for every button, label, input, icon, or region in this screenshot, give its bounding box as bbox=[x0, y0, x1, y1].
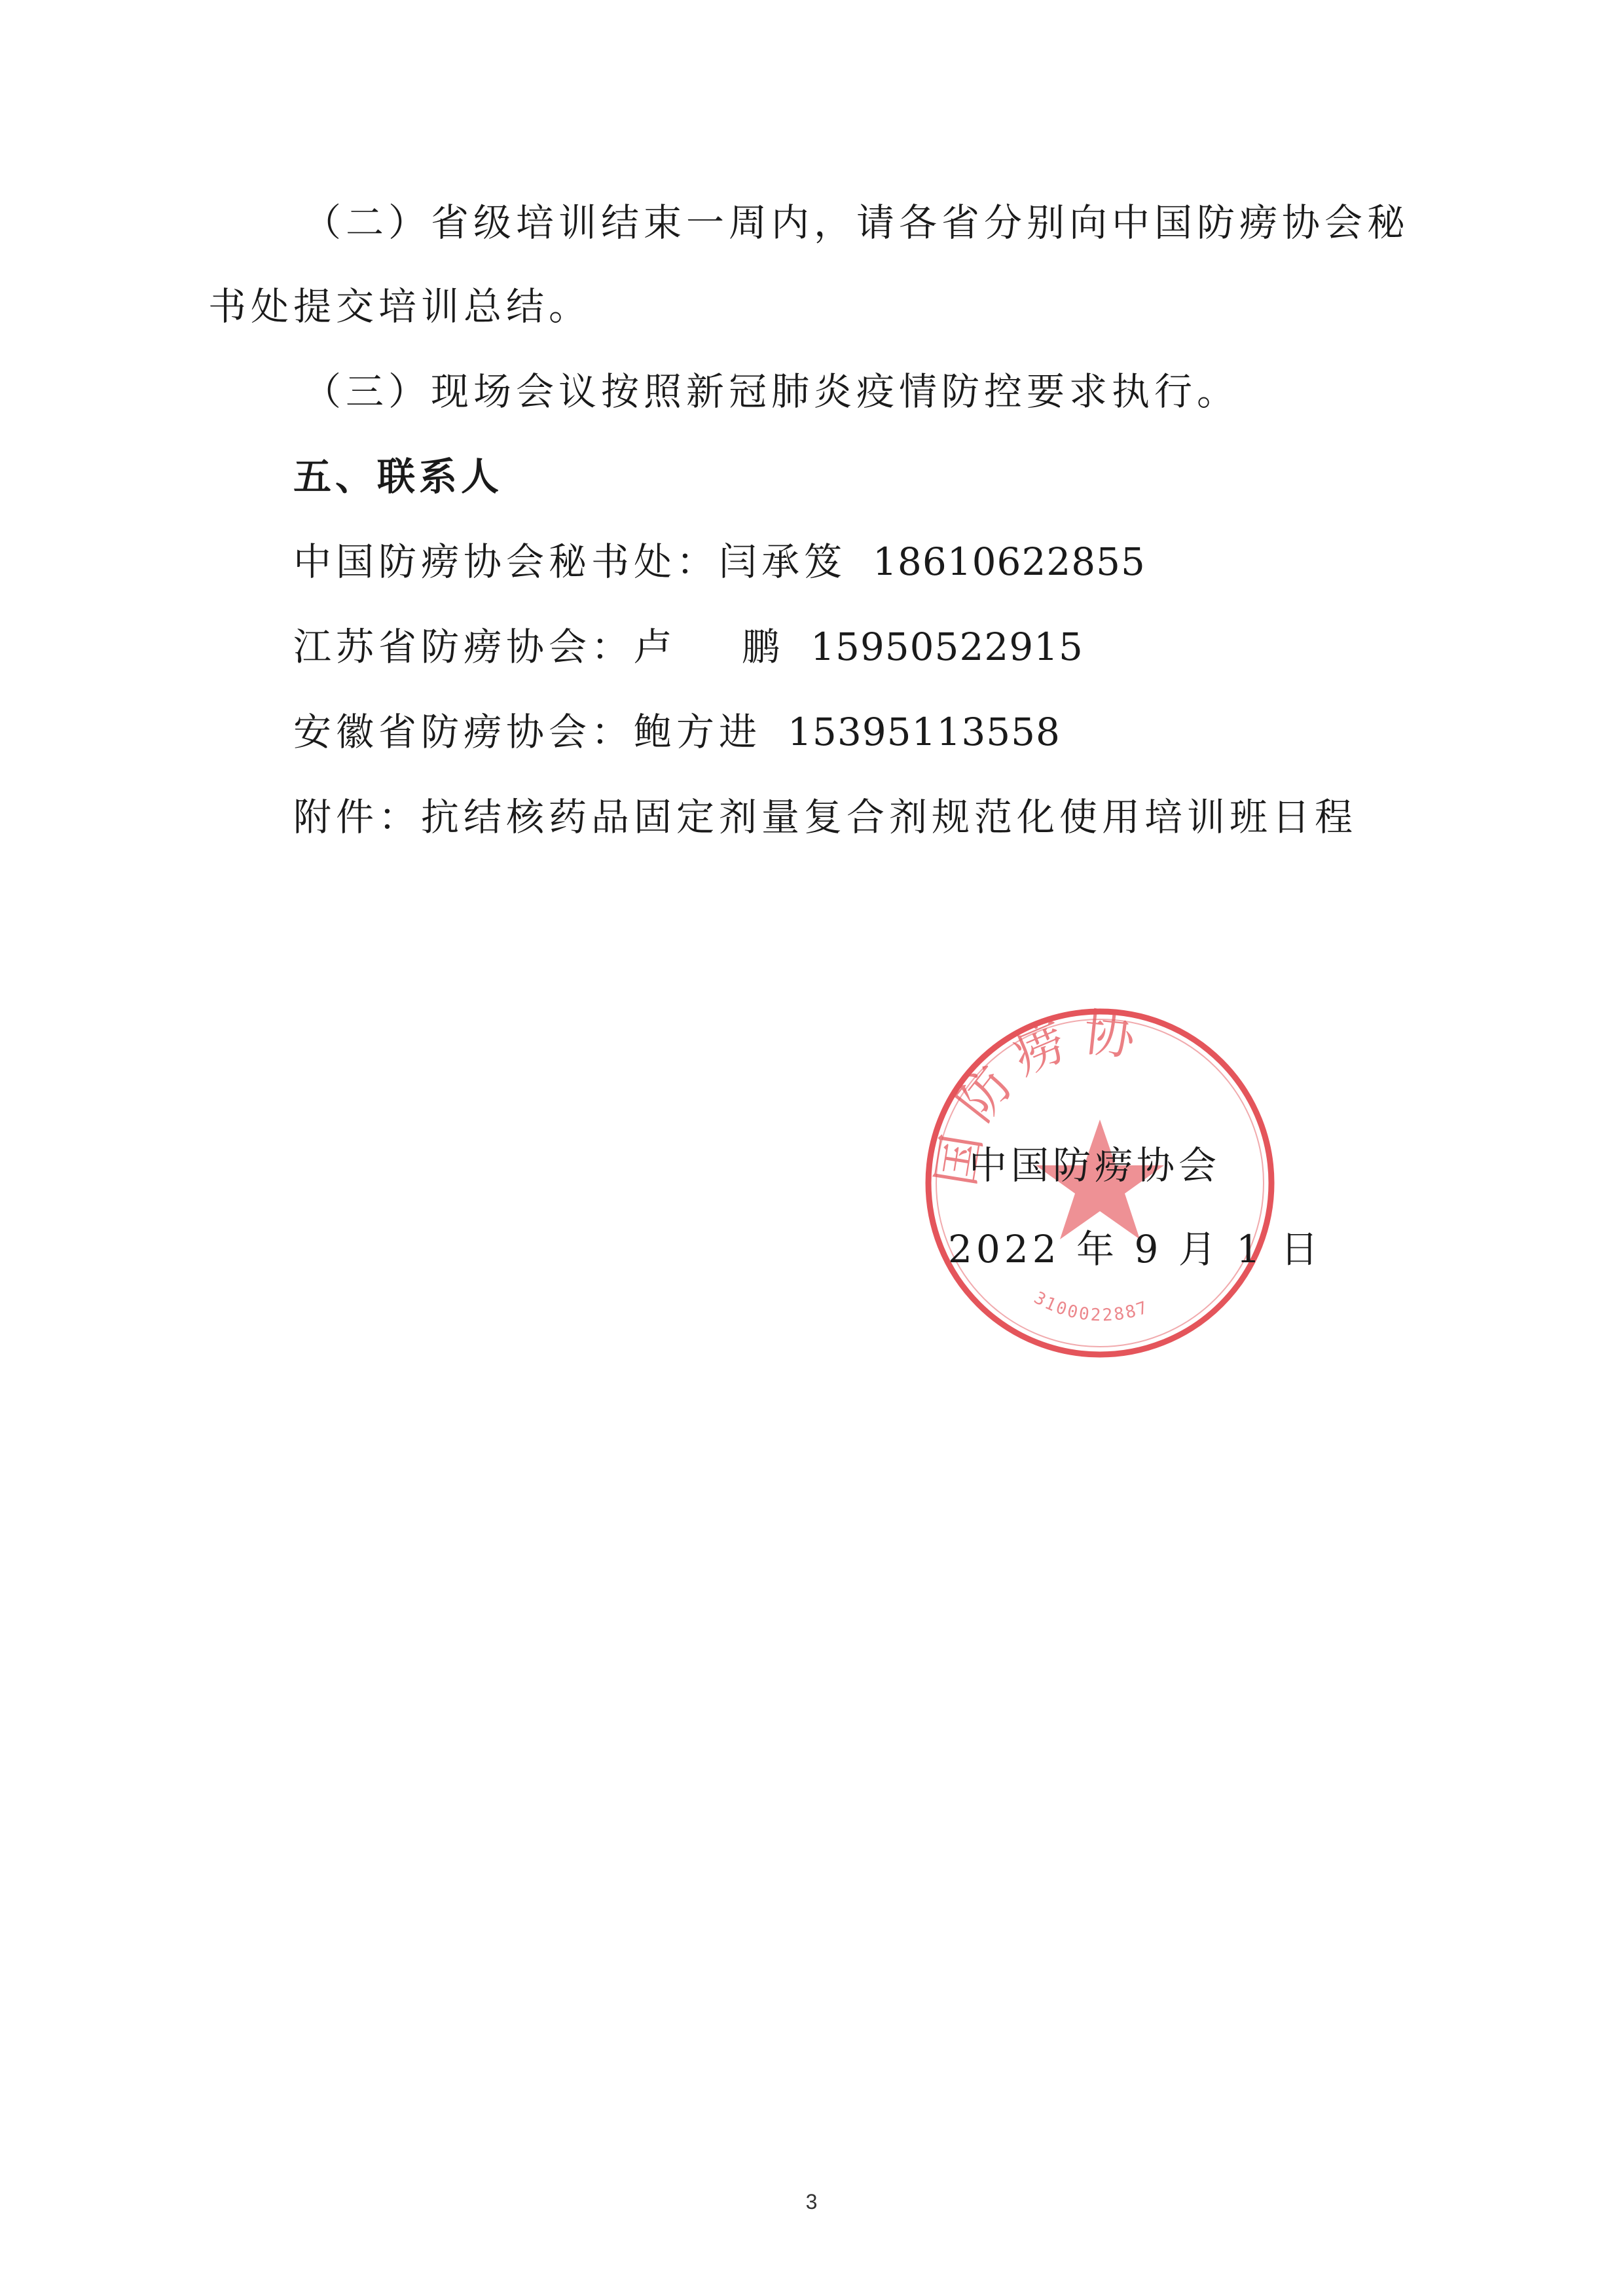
item-3: （三）现场会议按照新冠肺炎疫情防控要求执行。 bbox=[303, 369, 1240, 414]
contact-phone: 18610622855 bbox=[873, 539, 1146, 584]
signature-date: 2022 年 9 月 1 日 bbox=[948, 1227, 1322, 1271]
section-5-heading: 五、联系人 bbox=[293, 454, 503, 499]
contact-name: 鲍方进 bbox=[634, 710, 762, 754]
contact-row bbox=[293, 621, 1084, 673]
page-number: 3 bbox=[805, 2190, 818, 2214]
contact-org: 江苏省防痨协会： bbox=[293, 625, 634, 669]
contact-row bbox=[293, 706, 1061, 758]
contact-org: 安徽省防痨协会： bbox=[293, 710, 634, 754]
contact-row bbox=[293, 536, 1146, 588]
contact-name-part: 鹏 bbox=[742, 625, 785, 669]
seal-text-top: 国防痨协 bbox=[926, 1005, 1150, 1190]
contact-name-part: 卢 bbox=[634, 625, 677, 669]
svg-text:3100022887 bbox=[1030, 1288, 1152, 1325]
contact-phone: 15950522915 bbox=[811, 625, 1084, 669]
item-2-line-1: （二）省级培训结束一周内，请各省分别向中国防痨协会秘 bbox=[303, 200, 1410, 245]
attachment-line: 附件：抗结核药品固定剂量复合剂规范化使用培训班日程 bbox=[293, 795, 1358, 839]
contact-phone: 15395113558 bbox=[788, 710, 1061, 754]
seal-serial: 3100022887 bbox=[1030, 1288, 1152, 1326]
signature-organization: 中国防痨协会 bbox=[969, 1143, 1221, 1188]
contact-name: 闫承笈 bbox=[719, 539, 847, 584]
item-2-line-2: 书处提交培训总结。 bbox=[208, 284, 592, 329]
contact-org: 中国防痨协会秘书处： bbox=[293, 539, 720, 584]
